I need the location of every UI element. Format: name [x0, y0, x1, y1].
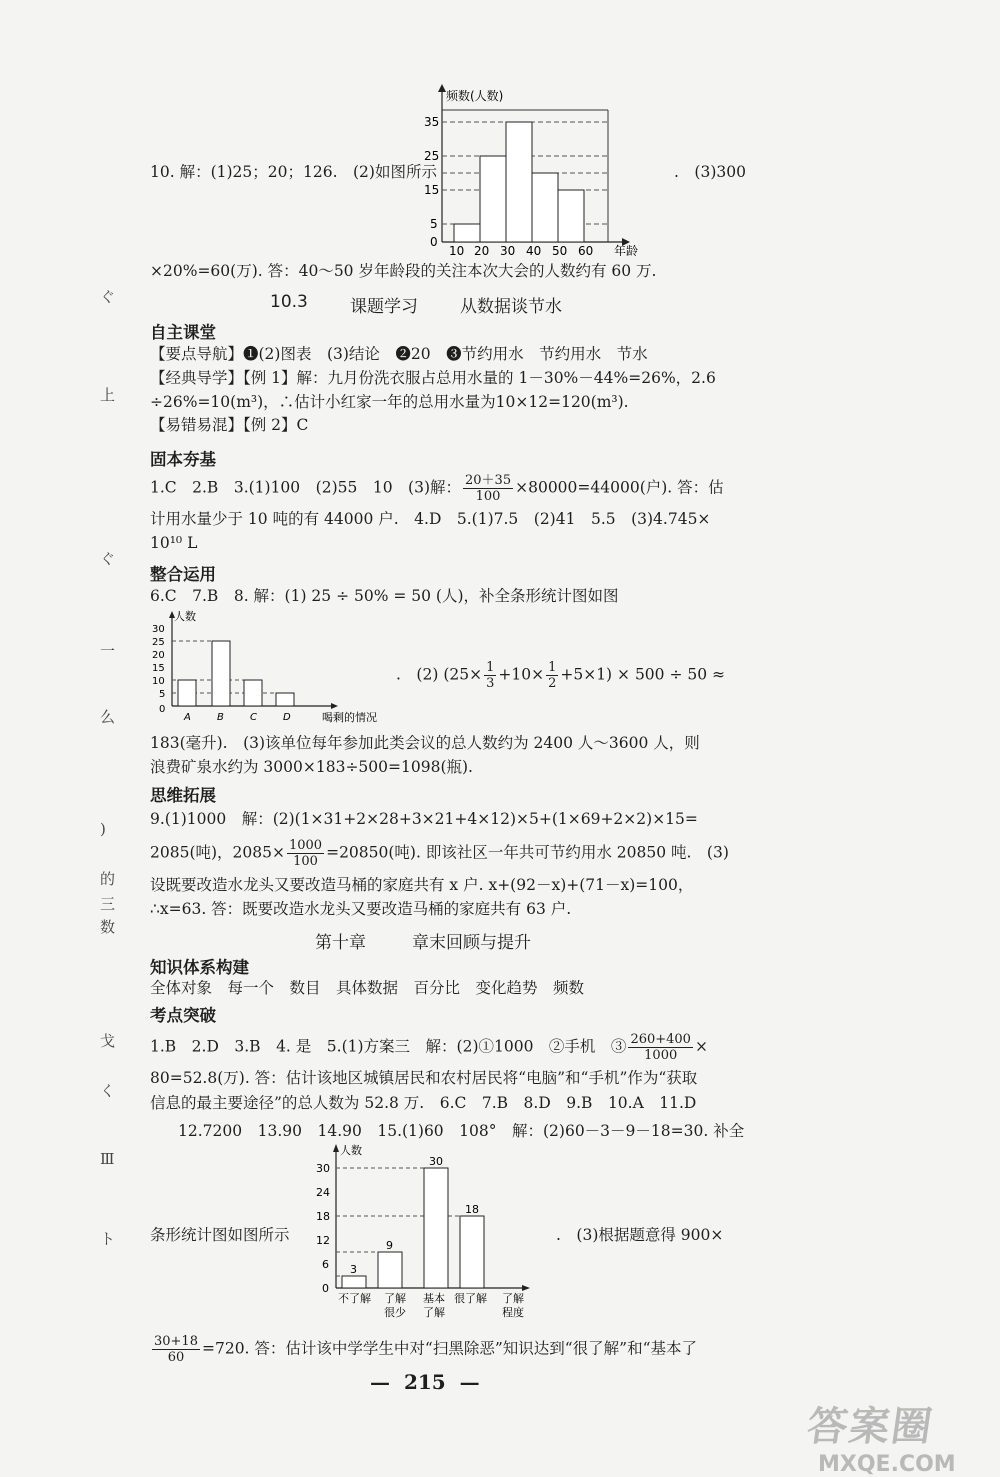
section-title-2: 从数据谈节水: [460, 297, 562, 317]
y-tick: 0: [322, 1282, 329, 1295]
x-tick: 60: [578, 244, 594, 256]
kaodian-line-2: 80=52.8(万). 答：估计该地区城镇居民和农村居民将“电脑”和“手机”作为“获取: [150, 1069, 698, 1087]
margin-fragment: 戈: [100, 1032, 116, 1050]
bar-30-40: [506, 122, 532, 242]
watermark-logo: 答案圈: [804, 1404, 937, 1450]
guben-line-2: 计用水量少于 10 吨的有 44000 户. 4.D 5.(1)7.5 (2)41 5.5 (3)4.745×: [150, 510, 711, 528]
margin-fragment: ト: [100, 1230, 116, 1248]
x-tick: 基本: [423, 1292, 445, 1305]
margin-fragment: 的: [100, 870, 116, 888]
margin-fragment: Ⅲ: [100, 1150, 115, 1168]
y-tick: 5: [430, 217, 438, 231]
fraction: $\frac{260+400}{1000}$: [630, 1032, 691, 1063]
y-tick: 6: [322, 1258, 329, 1271]
section-title-1: 课题学习: [350, 297, 418, 317]
kaodian-line-5a: 条形统计图如图所示: [150, 1226, 290, 1244]
bar-B: [212, 641, 230, 706]
heading-kaodian: 考点突破: [150, 1006, 216, 1025]
guben-line-1: 1.C 2.B 3.(1)100 (2)55 10 (3)解： $\frac{20+35}{100}$ ×80000=44000(户). 答：估: [150, 473, 724, 504]
heading-zizhu: 自主课堂: [150, 323, 216, 342]
bar-50-60: [558, 190, 584, 242]
margin-fragment: 三: [100, 895, 116, 913]
x-tick: 了解: [423, 1306, 445, 1319]
fraction: $\frac{20+35}{100}$: [465, 473, 512, 504]
x-tick: C: [250, 712, 257, 723]
y-tick: 5: [159, 689, 166, 700]
leftover-bar-chart: [150, 608, 385, 726]
bar-10-20: [454, 224, 480, 242]
bar-20-30: [480, 156, 506, 242]
siwei-line-2: 2085(吨)，2085× $\frac{1000}{100}$ =20850(吨). 即该社区一年共可节约用水 20850 吨. (3): [150, 838, 729, 869]
data-label: 3: [350, 1263, 357, 1276]
y-tick: 25: [152, 637, 165, 648]
kaodian-line-6: $\frac{30+18}{60}$ =720. 答：估计该中学学生中对“扫黑除恶”知识达到“很了解”和“基本了: [154, 1334, 698, 1365]
page-number: — 215 —: [370, 1370, 480, 1394]
data-label: 18: [465, 1203, 479, 1216]
bar: [460, 1216, 484, 1288]
y-tick: 12: [316, 1234, 330, 1247]
heading-guben: 固本夯基: [150, 450, 216, 469]
fraction: $\frac{1000}{100}$: [288, 838, 323, 869]
x-arrow: [522, 1285, 530, 1291]
y-tick: 0: [159, 704, 166, 715]
x-tick: D: [283, 712, 291, 723]
y-tick: 25: [424, 149, 440, 163]
q10-text-3: ×20%=60(万). 答：40～50 岁年龄段的关注本次大会的人数约有 60 万.: [150, 262, 657, 280]
yaodian-line: 【要点导航】❶(2)图表 (3)结论 ❷20 ❸节约用水 节约用水 节水: [150, 345, 648, 363]
heading-zhenghe: 整合运用: [150, 565, 216, 584]
q10-text-1: 10. 解：(1)25；20；126. (2)如图所示: [150, 163, 437, 181]
kaodian-line-3: 信息的最主要途径”的总人数为 52.8 万. 6.C 7.B 8.D 9.B 10.A 11.D: [150, 1094, 697, 1112]
chapter-title-1: 第十章: [315, 933, 366, 953]
margin-fragment: ): [100, 820, 106, 838]
y-tick: 18: [316, 1210, 330, 1223]
y-tick: 30: [316, 1162, 330, 1175]
y-tick: 20: [152, 650, 165, 661]
margin-fragment: 么: [100, 708, 116, 726]
heading-siwei: 思维拓展: [150, 786, 216, 805]
y-tick: 24: [316, 1186, 330, 1199]
y-tick: 15: [152, 663, 165, 674]
margin-fragment: く: [100, 1082, 116, 1100]
bar-D: [276, 693, 294, 706]
y-axis-label: 频数(人数): [446, 89, 504, 103]
x-tick: A: [184, 712, 191, 723]
heading-zhishi: 知识体系构建: [150, 958, 249, 977]
x-tick: 了解: [384, 1292, 406, 1305]
x-tick: 20: [474, 244, 490, 256]
zhenghe-line-2: . (2) (25× $\frac{1}{3}$ +10× $\frac{1}{2}$ +5×1) × 500 ÷ 50 ≈: [396, 660, 726, 691]
bar-40-50: [532, 173, 558, 242]
zhenghe-line-1: 6.C 7.B 8. 解：(1) 25 ÷ 50% = 50 (人)，补全条形统计图如图: [150, 587, 619, 605]
jingdian-line-2: ÷26%=10(m³)，∴估计小红家一年的总用水量为10×12=120(m³).: [150, 393, 629, 411]
x-tick: 很了解: [454, 1292, 487, 1305]
watermark: [804, 1395, 956, 1477]
y-tick: 10: [152, 676, 165, 687]
margin-fragment: ぐ: [100, 550, 116, 568]
siwei-line-3: 设既要改造水龙头又要改造马桶的家庭共有 x 户. x+(92－x)+(71－x)=100，: [150, 876, 694, 894]
y-arrow: [333, 1144, 339, 1152]
kaodian-line-1: 1.B 2.D 3.B 4. 是 5.(1)方案三 解：(2)①1000 ②手机 ③ $\frac{260+400}{1000}$ ×: [150, 1032, 708, 1063]
chapter-title-2: 章末回顾与提升: [412, 933, 531, 953]
fraction: $\frac{1}{2}$: [548, 660, 557, 691]
bar: [424, 1168, 448, 1288]
data-label: 30: [429, 1155, 443, 1168]
zhenghe-line-4: 浪费矿泉水约为 3000×183÷500=1098(瓶).: [150, 758, 473, 776]
section-number: 10.3: [270, 292, 308, 312]
fraction: $\frac{1}{3}$: [486, 660, 495, 691]
q10-text-2: . (3)300: [674, 163, 746, 181]
y-tick: 30: [152, 624, 165, 635]
yicuo-line: 【易错易混】【例 2】C: [150, 416, 309, 434]
y-axis-label: 人数: [340, 1144, 362, 1157]
age-histogram: [410, 84, 670, 256]
x-tick: 很少: [384, 1306, 406, 1319]
x-axis-label: 了解: [502, 1292, 524, 1305]
bar-C: [244, 680, 262, 706]
y-axis-label: 人数: [174, 610, 196, 623]
kaodian-line-5b: . (3)根据题意得 900×: [556, 1226, 724, 1244]
zhenghe-line-3: 183(毫升). (3)该单位每年参加此类会议的总人数约为 2400 人～3600 人，则: [150, 734, 700, 752]
watermark-url: MXQE.COM: [818, 1452, 956, 1477]
fraction: $\frac{30+18}{60}$: [154, 1334, 198, 1365]
x-tick: 40: [526, 244, 542, 256]
jingdian-line-1: 【经典导学】【例 1】解：九月份洗衣服占总用水量的 1－30%－44%=26%，2.6: [150, 369, 716, 387]
x-tick: B: [217, 712, 224, 723]
siwei-line-1: 9.(1)1000 解：(2)(1×31+2×28+3×21+4×12)×5+(1×69+2×2)×15=: [150, 810, 698, 828]
x-tick: 50: [552, 244, 568, 256]
margin-fragment: 一: [100, 642, 116, 660]
margin-fragment: ぐ: [100, 288, 116, 306]
x-tick: 不了解: [338, 1292, 371, 1305]
y-tick: 0: [430, 235, 438, 249]
bar-A: [178, 680, 196, 706]
y-tick: 15: [424, 183, 440, 197]
margin-fragment: 上: [100, 386, 116, 404]
bar: [342, 1276, 366, 1288]
kaodian-line-4: 12.7200 13.90 14.90 15.(1)60 108° 解：(2)60－3－9－18=30. 补全: [178, 1122, 745, 1140]
zhishi-line: 全体对象 每一个 数目 具体数据 百分比 变化趋势 频数: [150, 979, 585, 997]
data-label: 9: [386, 1239, 393, 1252]
y-arrow: [438, 84, 446, 92]
x-tick: 10: [449, 244, 465, 256]
x-axis-label: 喝剩的情况: [322, 711, 377, 724]
x-axis-label: 年龄: [614, 244, 639, 256]
x-axis-label: 程度: [502, 1306, 524, 1319]
awareness-bar-chart: [306, 1142, 546, 1322]
bar: [378, 1252, 402, 1288]
x-arrow: [331, 703, 338, 709]
guben-line-3: 10¹⁰ L: [150, 534, 198, 552]
x-tick: 30: [500, 244, 516, 256]
siwei-line-4: ∴x=63. 答：既要改造水龙头又要改造马桶的家庭共有 63 户.: [150, 900, 572, 918]
y-tick: 35: [424, 115, 440, 129]
margin-fragment: 数: [100, 918, 116, 936]
